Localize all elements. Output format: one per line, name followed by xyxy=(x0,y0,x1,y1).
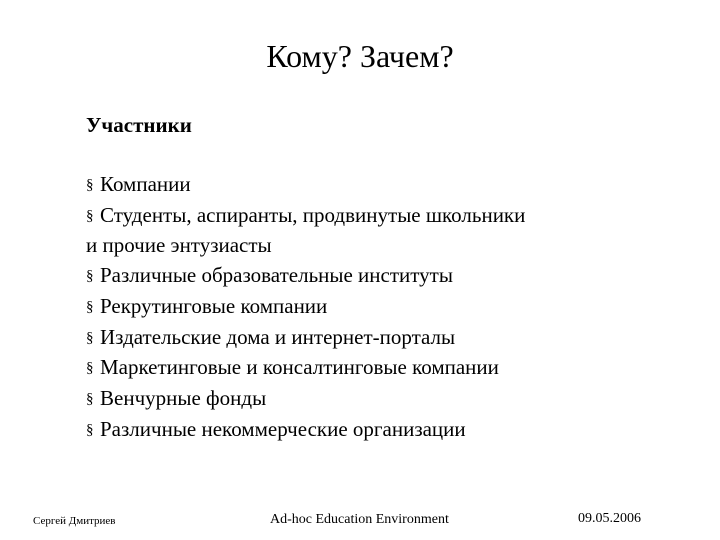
list-item-text: Различные образовательные институты xyxy=(100,263,453,288)
list-item-text: Маркетинговые и консалтинговые компании xyxy=(100,355,499,380)
footer-project: Ad-hoc Education Environment xyxy=(270,512,449,527)
list-item-publishers xyxy=(86,323,646,354)
bullet-marker: § xyxy=(86,329,94,346)
participants-list xyxy=(86,170,646,445)
list-item-students-continuation xyxy=(86,231,646,261)
list-item-recruiting xyxy=(86,292,646,323)
bullet-marker: § xyxy=(86,207,94,224)
footer-author: Сергей Дмитриев xyxy=(33,515,116,527)
list-item-nonprofits xyxy=(86,415,646,446)
list-item-text: Различные некоммерческие организации xyxy=(100,416,466,441)
bullet-marker: § xyxy=(86,421,94,438)
list-item-students xyxy=(86,201,646,232)
list-item-educational-institutes xyxy=(86,261,646,292)
list-item-text: Студенты, аспиранты, продвинутые школьники xyxy=(100,202,526,227)
slide-title: Кому? Зачем? xyxy=(266,38,454,74)
footer-date: 09.05.2006 xyxy=(578,511,641,526)
list-item-text: Венчурные фонды xyxy=(100,385,267,410)
bullet-marker: § xyxy=(86,360,94,377)
list-item-text: Компании xyxy=(100,172,191,196)
section-heading: Участники xyxy=(86,113,192,137)
list-item-marketing xyxy=(86,353,646,384)
bullet-marker: § xyxy=(86,298,94,315)
list-item-venture-funds xyxy=(86,384,646,415)
bullet-marker: § xyxy=(86,390,94,407)
list-item-text: Издательские дома и интернет-порталы xyxy=(100,324,456,349)
bullet-marker: § xyxy=(86,177,94,193)
bullet-marker: § xyxy=(86,268,94,285)
list-item-text: и прочие энтузиасты xyxy=(86,233,272,258)
list-item-text: Рекрутинговые компании xyxy=(100,293,328,318)
list-item-companies xyxy=(86,170,646,201)
